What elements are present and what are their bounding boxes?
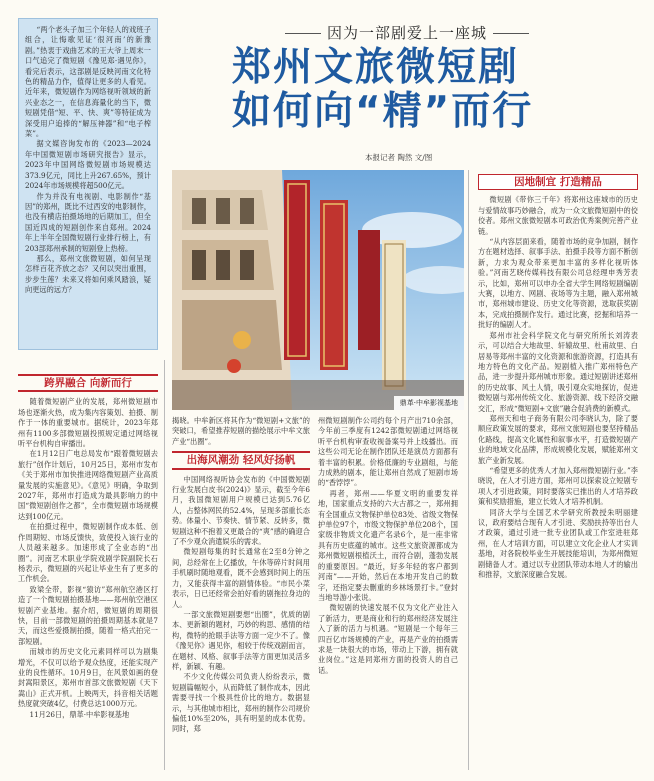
article-column-1 [18, 370, 158, 774]
col4-paragraph: 郑州市社会科学院文化与研究所所长刘涛表示，可以结合大地故里、轩辕故里、杜甫故里、白居易等郑州丰富的文化资源和旅游资源，打造具有地方特色的文化产品。短剧植入推广郑州特色产品，进一步提升郑州城市形象。通过短剧讲述郑州的历史故事、风土人情，吸引观众实地探访，促进微短剧与郑州传统文化、旅游资源、线下经济交融交汇，形成“微短剧+文旅”融合促消费的新模式。 [478, 330, 638, 413]
col2-paragraph: 不少文化传媒公司负责人纷纷表示，微短剧篇幅短小，从而降低了制作成本，因此需要寻找一个极具性价比的地方。数据显示，与其他城市相比，郑州的制作公司规价偏低10%至20%，具有明显的成本优势。同时，郑 [172, 672, 310, 734]
kicker-line: 因为一部剧爱上一座城 [272, 22, 542, 43]
sidebar-paragraph: 作为并没有电视剧、电影制作“基因”的郑州，既比不过西安的电影制作，也没有横店拍摄场地的后期加工，但全国近四成的短剧创作来自郑州。2024年上半年全国微短剧行业排行榜上，有203部郑州承制的短剧登上热榜。 [25, 191, 151, 253]
article-column-3 [318, 416, 458, 774]
col1-paragraph: 随着微短剧产业的发展，郑州微短剧市场也逐渐火热，成为集内容策划、拍摄、制作于一体的重要城市。据统计，2023年郑州有1100多部微短剧投照规定通过网络视听平台机构自审播出。 [18, 397, 158, 449]
street-photo [172, 170, 464, 410]
col1-paragraph: 而城市的历史文化元素同样可以为剧集增光，不仅可以给予观众热度，还能实现产业的良性循环。10月9日，在风景如画的登封嵩阳景区，郑州市首部文旅微短剧《天下嵩山》正式开机。上映两天，抖音相关话题热度就突破4亿，付费总达1000万元。 [18, 647, 158, 709]
col1-paragraph: 在1月12日广电总局发布“跟着微短剧去旅行”创作计划后，10月25日，郑州市发布《关于郑州市加快推进网络微短剧产业高质量发展的实施意见》。《意见》明确，争取到2027年，郑州市打造成为最具影响力的中国“微短剧创作之都”，全市微短剧市场规模达到100亿元。 [18, 449, 158, 521]
col4-paragraph: “希望更多的优秀人才加入郑州微短剧行业。”李晓说，在人才引进方面，郑州可以探索设立短剧专项人才引进政策，同时要落实已推出的人才培养政策和奖励措施，建立长效人才培养机制。 [478, 465, 638, 507]
section-heading-cross-border: 跨界融合 向新而行 [18, 374, 158, 392]
col2-paragraph: 一部文旅微短剧要想“出圈”，优质的剧本、更新颖的题材，巧妙的构思、感情的结构，微特的抢眼手法等方面一定少不了。像《豫见你》遇见你，相较于传统戏剧而言，在题材、风格、叙事手法等方面更加灵活多样，新颖、有趣。 [172, 609, 310, 671]
section-heading-local: 因地制宜 打造精品 [478, 174, 638, 190]
col2-lead: 揭晓。中牟新区将其作为“微短剧+文旅”的突破口，希望推荐短剧的描绘展示中牟文旅产业“出圈”。 [172, 416, 310, 446]
column-divider [468, 170, 469, 770]
col3-paragraph: 州微短剧制作公司约每个月产出710余部，今年前三季度有1242部微短剧通过网络视听平台机构审查收视备案号并上线播出。而这些公司无论在制作团队还是演员方面都有着丰富的积累。价格低廉的专业剧组，与能力成熟的剧本，能让郑州自然成了短剧市场的“香饽饽”。 [318, 416, 458, 488]
col1-paragraph: 在拍摄过程中，微短剧制作成本低、创作周期短、市场反馈快，致使投入该行业的人员越来越多。加速形成了全业态的“出圈”。河南艺术职业学院戏剧学院副院长石杨表示，微短剧的兴起让毕业生有了更多的工作机会。 [18, 522, 158, 584]
col1-paragraph: 致梁全带，影视“猿访”郑州航空港区打造了一个微短剧拍摄基地——郑州航空港区短剧产业基地。据介绍，微短剧的周期很快，目前一部微短剧的拍摄周期基本就是7天，而这些爱摄制拍摄，随着一格式拍完一部短剧。 [18, 584, 158, 646]
intro-sidebar [18, 18, 158, 350]
col2-paragraph: 微短剧每集的时长通常在2至8分钟之间，总经常在上亿播放，午休等碎片时间用手机刷时随地观看，既不会感到时间上的压力，又能获得丰富的剧情体验。“市民小菜表示，日已还经常会拍好看的剧拖拉身边的人。 [172, 547, 310, 609]
col4-paragraph: 同济大学与全国艺术学研究所教授朱明丽建议，政府要结合现有人才引进、奖励扶持等出台人才政策，通过引进一批专业团队或工作室进驻郑州，在人才培训方面，可以建立文化企业人才实训基地，对各院校毕业生开展技能培训，为郑州微短剧储备人才。通过以专业团队带动本地人才的输出和推荐，文旅深度融合发展。 [478, 507, 638, 580]
column-divider [164, 360, 165, 770]
title-line-1: 郑州文旅微短剧 [232, 45, 520, 90]
col2-paragraph: 中国网络视听协会发布的《中国微短剧行业发展白皮书(2024)》显示，截至今年6月，我国微短剧用户规模已达到5.76亿人，占整体网民的52.4%，呈现多部重长态势。体量小、节奏快、情节紧、反转多，微短剧这种不抱着又更最合的“爽”感的确迎合了不少观众消遣娱乐的需求。 [172, 474, 310, 547]
section-heading-overseas: 出海风潮劲 轻风好扬帆 [172, 451, 310, 469]
photo-caption: 鼎革·中牟影视基地 [394, 396, 464, 410]
sidebar-paragraph: “两个老头子加三个年轻人的戏班子组合，让悔歌见证‘很河南’的新豫剧。”热衷于戏曲艺术的王大爷上周末一口气追完了微短剧《豫见郑·遇见你》，看完后表示，这部剧是反映河南文化特色的精品力作，值得让更多的人看见。近年来，微短剧作为网络视听领域的新兴业态之一，在信息海量化的当下，微短剧凭借“短、平、快、爽”等特征成为深受用户追捧的“解压神器”和“电子榨菜”。 [25, 25, 151, 139]
sidebar-paragraph: 据文媒咨询发布的《2023—2024年中国微短剧市场研究报告》显示，2023年中国网络微短剧市场规模达373.9亿元，同比上升267.65%，预计2024年市场规模将超500亿元。 [25, 139, 151, 191]
col4-paragraph: “从内容层面来看，随着市场的竞争加剧，制作方在题材选择、叙事手法、拍摄手段等方面不断创新，力求为观众带来更加丰富的多样化视听体验。”河南艺晓传媒科技有限公司总经理申秀芳表示，比如，郑州可以申办全省大学生网络短剧编剧大赛，以地方、网剧、夜场等为主题，融入郑州城市，郑州城市建设、历史文化等资源，选取获奖剧本，完成拍摄制作发行。通过比赛，挖掘和培养一批好的编剧人才。 [478, 237, 638, 330]
col4-paragraph: 微短剧《带你三千年》将郑州这座城市的历史与爱情故事巧妙融合，成为一众文旅微短剧中的佼佼者。郑州文旅微短剧本可政治优秀案例完善产业链。 [478, 195, 638, 236]
street-scene-illustration [172, 170, 464, 410]
byline: 本报记者 陶然 文/图 [365, 153, 433, 162]
col4-paragraph: 郑州天和电子商务有限公司李晓认为，除了要顺应政策发展的要求，郑州文旅短剧也要坚持精品化路线，提高文化属性和叙事水平，打造微短剧产业的地域文化品牌，形成规模化发展，赋能郑州文旅产业新发展。 [478, 413, 638, 465]
title-line-2: 如何向“精”而行 [232, 89, 534, 134]
col3-paragraph: 再者，郑州——华夏文明的重要发祥地，国家重点支持的六大古都之一，郑州拥有全国重点文物保护单位83处、省级文物保护单位97个，市级文物保护单位208个，国家级非物质文化遗产名录6个，是一座非常具有历史底蕴的城市。这些文旅资源都成为郑州微短剧根植沃土，而符合剧，蓬勃发展的重要原因。“最近，好多年轻的客户都到河南”——开始，然后在本地开发自己的数字，还指定要去删重的乡林场景打卡。”登封当地导游小张说。 [318, 488, 458, 602]
sidebar-paragraph: 那么，郑州文旅微短剧，如何呈现怎样百花齐放之态？又何以突出重围，步步生莲？未来又将如何乘风踏浪，疑向更远的远方？ [25, 253, 151, 295]
col1-paragraph: 11月26日，鼎革·中牟影视基地 [29, 709, 130, 719]
article-column-4 [478, 170, 638, 774]
col3-paragraph: 微短剧的快速发展不仅为文化产业注入了新活力，更是商业和行的郑州经济发展注入了新的活力与机遇。“短剧是一个每年三四百亿市场规模的产业，再是产业的拍摄需求是一块很大的市场，带动上下游，拥有就业岗位。”这是同郑州方面的投资人的自己话。 [318, 603, 458, 675]
page-title [232, 46, 552, 134]
article-column-2 [172, 416, 310, 774]
